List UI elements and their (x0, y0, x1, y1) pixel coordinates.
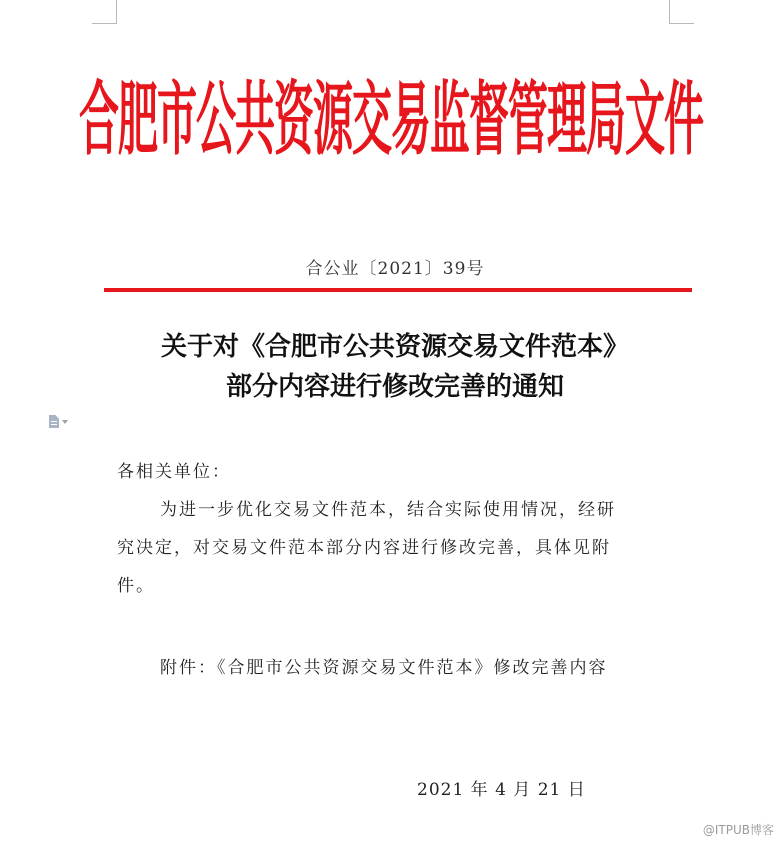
title-line-2: 部分内容进行修改完善的通知 (225, 372, 564, 402)
body-paragraph (117, 491, 677, 605)
source-watermark: @ITPUB博客 (702, 823, 774, 837)
body-line-2: 究决定，对交易文件范本部分内容进行修改完善，具体见附 (117, 538, 611, 558)
body-line-3: 件。 (117, 576, 155, 596)
caret-down-icon (62, 420, 68, 424)
document-number: 合公业〔2021〕39号 (305, 259, 485, 279)
document-title (100, 327, 690, 407)
salutation: 各相关单位： (117, 462, 231, 482)
issue-date: 2021 年 4 月 21 日 (417, 780, 586, 800)
body-line-1: 为进一步优化交易文件范本，结合实际使用情况，经研 (160, 500, 616, 520)
attachment-line: 附件：《合肥市公共资源交易文件范本》修改完善内容 (160, 658, 608, 678)
paragraph-options-button[interactable] (49, 415, 68, 428)
masthead-title: 合肥市公共资源交易监督管理局文件 (79, 74, 703, 166)
title-line-1: 关于对《合肥市公共资源交易文件范本》 (160, 332, 629, 362)
red-divider-rule (104, 288, 692, 292)
document-icon (49, 415, 59, 428)
